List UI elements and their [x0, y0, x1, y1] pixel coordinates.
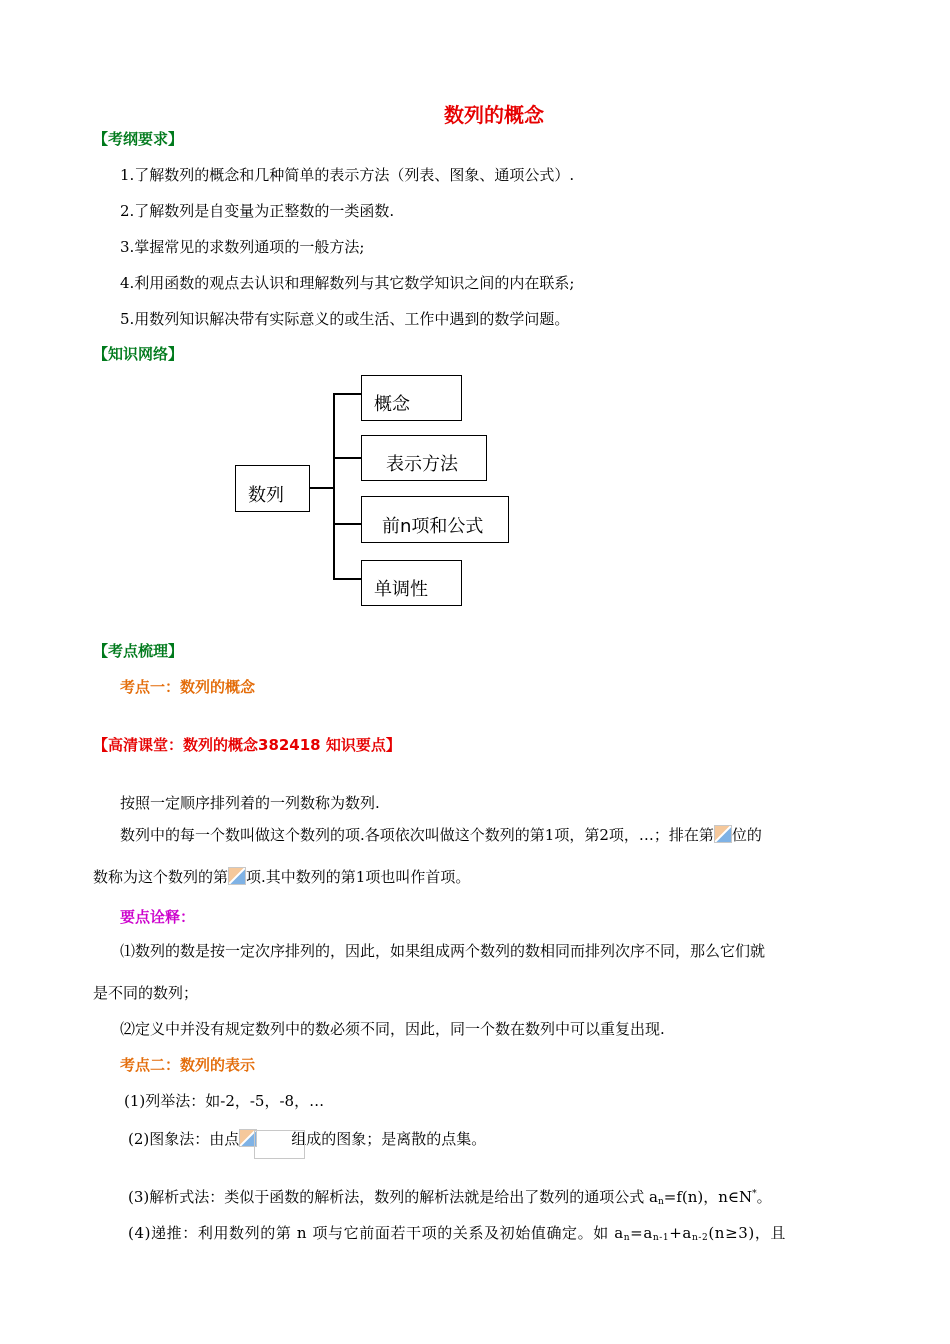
connector-line — [333, 523, 361, 525]
diagram-branch-label: 概念 — [374, 394, 410, 415]
diagram-branch-label: 前n项和公式 — [382, 516, 484, 537]
connector-line — [333, 393, 335, 579]
requirement-item: 2.了解数列是自变量为正整数的一类函数. — [120, 202, 395, 220]
note-paragraph: ⑵定义中并没有规定数列中的数必须不同，因此，同一个数在数列中可以重复出现. — [120, 1020, 665, 1038]
superscript: * — [752, 1189, 757, 1199]
lecture-banner: 【高清课堂：数列的概念382418 知识要点】 — [93, 736, 401, 754]
method-text: =f(n)，n∈N — [663, 1188, 753, 1206]
subscript: n — [657, 1197, 664, 1207]
diagram-branch-label: 表示方法 — [386, 454, 458, 475]
requirement-item: 4.利用函数的观点去认识和理解数列与其它数学知识之间的内在联系; — [120, 274, 575, 292]
method-text: 组成的图象；是离散的点集。 — [291, 1130, 487, 1148]
note-paragraph: 是不同的数列； — [93, 984, 199, 1002]
method-text: (n≥3)，且 — [708, 1224, 787, 1242]
method-item — [128, 1222, 786, 1243]
subscript: n-1 — [652, 1233, 670, 1243]
connector-line — [333, 393, 361, 395]
connector-line — [333, 578, 361, 580]
paragraph-text: 数列中的每一个数叫做这个数列的项.各项依次叫做这个数列的第1项，第2项，…；排在第 — [120, 826, 714, 844]
method-text: (2)图象法：由点 — [128, 1130, 240, 1148]
diagram-branch-box — [361, 560, 462, 606]
diagram-root-box — [235, 465, 310, 512]
formula-image-frame — [254, 1130, 305, 1159]
diagram-root-label: 数列 — [248, 485, 284, 506]
paragraph — [120, 824, 762, 845]
point-heading: 考点一：数列的概念 — [120, 678, 256, 696]
method-item: (1)列举法：如-2，-5，-8，… — [124, 1092, 325, 1110]
method-text: +a — [669, 1224, 692, 1242]
diagram-branch-box — [361, 375, 462, 421]
method-text: 。 — [756, 1188, 772, 1206]
point-heading: 考点二：数列的表示 — [120, 1056, 256, 1074]
page-title: 数列的概念 — [444, 103, 544, 127]
method-text: =a — [630, 1224, 653, 1242]
subscript: n — [623, 1233, 631, 1243]
formula-image-icon — [714, 825, 732, 843]
requirement-item: 3.掌握常见的求数列通项的一般方法; — [120, 238, 365, 256]
paragraph — [93, 866, 470, 887]
section-heading-network: 【知识网络】 — [93, 345, 184, 363]
formula-image-icon — [228, 867, 246, 885]
note-heading: 要点诠释： — [120, 908, 196, 926]
note-paragraph: ⑴数列的数是按一定次序排列的，因此，如果组成两个数列的数相同而排列次序不同，那么它们就 — [120, 942, 766, 960]
paragraph-text: 位的 — [731, 826, 762, 844]
section-heading-points: 【考点梳理】 — [93, 642, 184, 660]
section-heading-requirements: 【考纲要求】 — [93, 130, 184, 148]
method-text: (3)解析式法：类似于函数的解析法，数列的解析法就是给出了数列的通项公式 a — [128, 1188, 658, 1206]
subscript: n-2 — [691, 1233, 709, 1243]
paragraph-text: 数称为这个数列的第 — [93, 868, 229, 886]
method-item — [128, 1128, 486, 1149]
diagram-branch-box — [361, 435, 487, 481]
paragraph-text: 项.其中数列的第1项也叫作首项。 — [246, 868, 471, 886]
paragraph: 按照一定顺序排列着的一列数称为数列. — [120, 794, 380, 812]
requirement-item: 5.用数列知识解决带有实际意义的或生活、工作中遇到的数学问题。 — [120, 310, 570, 328]
diagram-branch-label: 单调性 — [374, 579, 428, 600]
connector-line — [309, 487, 334, 489]
method-text: (4)递推：利用数列的第 n 项与它前面若干项的关系及初始值确定。如 a — [128, 1224, 624, 1242]
connector-line — [333, 457, 361, 459]
method-item — [128, 1186, 772, 1207]
diagram-branch-box — [361, 496, 509, 543]
requirement-item: 1.了解数列的概念和几种简单的表示方法（列表、图象、通项公式）. — [120, 166, 575, 184]
